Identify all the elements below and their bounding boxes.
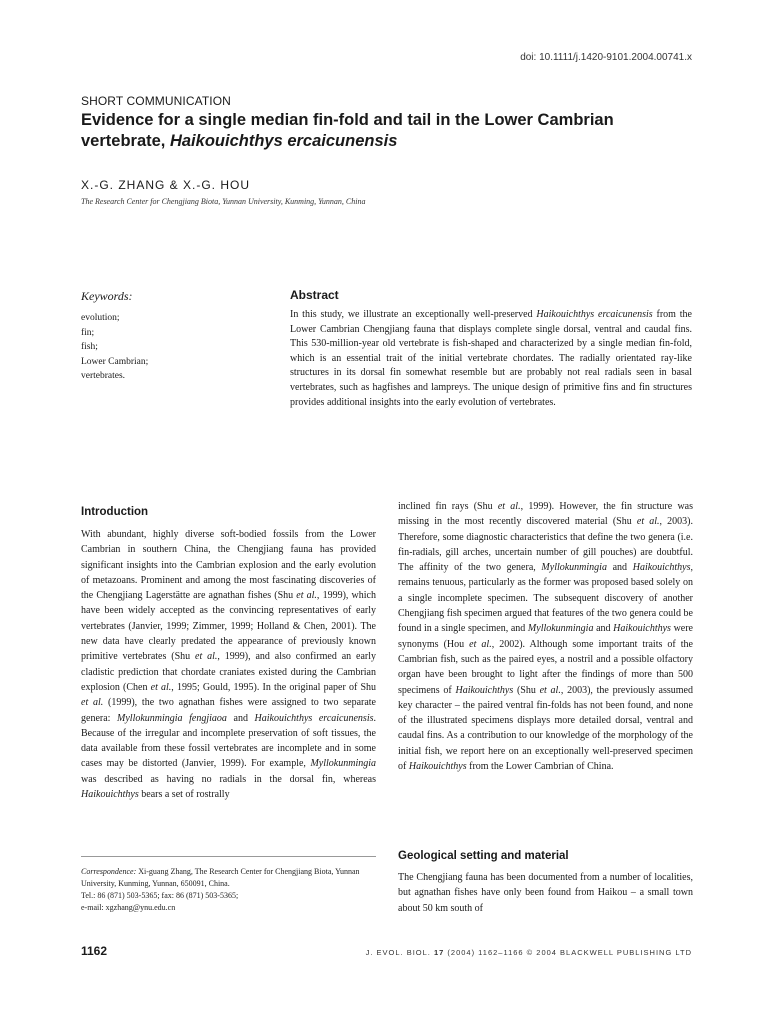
introduction-paragraph — [81, 527, 376, 802]
text-run: , 2003), the previously assumed key character – the paired ventral fin-folds has not been found, and none of the illustrated specimens displays more detailed dorsal, ventral and caudal fins. As a contribution to our knowledge of the morphology of the initial fish, we report here on an exceptionally well-preserved specimen of — [398, 684, 693, 773]
keyword-item: vertebrates. — [81, 371, 126, 382]
introduction-heading: Introduction — [81, 506, 149, 518]
text-run: and — [593, 623, 614, 635]
abstract-part: from the Lower Cambrian Chengjiang fauna that displays complete single dorsal, ventral and caudal fins. This 530-million-year old vertebrate is fish-shaped and characterized by a single median fin-fold, which is an essential trait of the initial vertebrate chordates. The radially orientated ray-like structures in its dorsal fin somewhat resemble but are probably not real radials seen in basal vertebrates, such as hagfishes and lampreys. The unique design of primitive fins and fin structures provides additional insights into the early evolution of vertebrates. — [290, 309, 692, 408]
correspondence-email: e-mail: xgzhang@ynu.edu.cn — [81, 903, 176, 912]
genus-name: Haikouichthys — [455, 684, 514, 696]
genus-name: Myllokunmingia — [541, 562, 607, 574]
keywords-list — [81, 311, 148, 384]
text-run: from the Lower Cambrian of China. — [466, 761, 614, 773]
footnote-divider — [81, 856, 376, 857]
genus-name: Haikouichthys — [81, 789, 139, 801]
abstract-species: Haikouichthys ercaicunensis — [536, 309, 653, 320]
correspondence-label: Correspondence: — [81, 867, 137, 876]
page-number: 1162 — [81, 944, 108, 958]
running-footer — [366, 948, 692, 957]
text-run: , 1999). However, the fin structure was missing in the most recently discovered material (Shu — [398, 501, 693, 528]
etal: et al. — [539, 684, 561, 696]
text-run: was described as having no radials in the dorsal fin, whereas — [81, 773, 376, 785]
abstract-heading: Abstract — [290, 288, 339, 302]
etal: et al. — [81, 697, 104, 709]
genus-name: Haikouichthys — [632, 562, 691, 574]
introduction-continued — [398, 499, 693, 774]
text-run: (1999), the two agnathan fishes were assigned to two separate genera: — [81, 697, 376, 724]
text-run: (Shu — [513, 684, 540, 696]
etal: et al. — [150, 681, 172, 693]
title-species: Haikouichthys ercaicunensis — [169, 132, 398, 150]
text-run: , 1999), which have been widely accepted as the convincing representatives of early vertebrates (Janvier, 1999; Zimmer, 1999; Holland & Chen, 2001). The new data have clearly predated the appearance of previously known primitive vertebrates (Shu — [81, 590, 376, 663]
genus-name: Myllokunmingia — [310, 758, 376, 770]
text-run: With abundant, highly diverse soft-bodied fossils from the Lower Cambrian in southern China, the Chengjiang fauna has provided significant insights into the Cambrian explosion and the early evolution of metazoans. Prominent and among the most fascinating discoveries of the Chengjiang Lagerstätte are agnathan fishes (Shu — [81, 529, 376, 602]
abstract-part: In this study, we illustrate an exceptionally well-preserved — [290, 309, 537, 320]
keyword-item: fish; — [81, 342, 98, 353]
genus-name: Haikouichthys — [613, 623, 671, 635]
abstract-text — [290, 308, 692, 410]
title-text: Evidence for a single median fin-fold and tail in the Lower Cambrian vertebrate, — [81, 111, 614, 150]
correspondence-note — [81, 866, 376, 914]
genus-name: Myllokunmingia — [527, 623, 594, 635]
genus-name: Myllokunmingia fengjiaoa — [117, 712, 227, 724]
affiliation: The Research Center for Chengjiang Biota, Yunnan University, Kunming, Yunnan, China — [81, 197, 366, 206]
genus-name: Haikouichthys — [408, 761, 467, 773]
geology-paragraph: The Chengjiang fauna has been documented from a number of localities, but agnathan fishes have only been found from Haikou – a small town about 50 km south of — [398, 872, 693, 914]
text-run: , 2003). Therefore, some diagnostic characteristics that define the two genera (i.e. fin-radials, gill arches, uncertain number of gill pouches) are doubtful. The affinity of the two genera, — [398, 516, 693, 574]
text-run: , 2002). Although some important traits of the Cambrian fish, such as the paired eyes, a nostril and a possible olfactory organ have been brought to light after the findings of more than 500 specimens of — [398, 638, 693, 696]
section-type: SHORT COMMUNICATION — [81, 94, 231, 108]
authors: X.-G. ZHANG & X.-G. HOU — [81, 178, 251, 192]
genus-name: Haikouichthys ercaicunensis — [254, 712, 374, 724]
keywords-heading: Keywords: — [81, 289, 133, 303]
doi-line: doi: 10.1111/j.1420-9101.2004.00741.x — [520, 52, 692, 63]
text-run: and — [606, 562, 633, 574]
geology-heading: Geological setting and material — [398, 850, 569, 862]
text-run: , 1999), and also confirmed an early cladistic prediction that chordate craniates existed during the Cambrian explosion (Chen — [81, 651, 376, 693]
text-run: , remains tenuous, particularly as the former was proposed based solely on a single incomplete specimen. The subsequent discovery of another Chengjiang fish specimen argued that features of the two genera could be found in a single specimen, and — [398, 562, 693, 635]
correspondence-phone: Tel.: 86 (871) 503-5365; fax: 86 (871) 503-5365; — [81, 891, 239, 900]
etal: et al. — [497, 501, 521, 512]
journal-citation: (2004) 1162–1166 © 2004 BLACKWELL PUBLISHING LTD — [444, 948, 692, 957]
correspondence-row — [81, 866, 376, 890]
text-run: bears a set of rostrally — [138, 789, 230, 801]
etal: et al. — [469, 638, 492, 650]
etal: et al. — [195, 651, 218, 663]
etal: et al. — [636, 516, 660, 528]
keyword-item: evolution; — [81, 313, 120, 323]
text-run: were synonyms (Hou — [398, 623, 693, 650]
text-run: . Because of the irregular and incomplete preservation of soft tissues, the data available from these fossil vertebrates are incomplete and in some cases may be distorted (Janvier, 1999). For example, — [81, 712, 376, 770]
keyword-item: fin; — [81, 327, 95, 338]
text-run: and — [226, 712, 255, 724]
journal-volume: 17 — [433, 948, 445, 957]
article-title — [81, 110, 701, 152]
journal-abbrev: J. EVOL. BIOL. — [365, 948, 434, 957]
etal: et al. — [296, 590, 317, 602]
correspondence-address: Xi-guang Zhang, The Research Center for Chengjiang Biota, Yunnan University, Kunming, Yunnan, 650091, China. — [81, 867, 360, 888]
text-run: , 1995; Gould, 1995). In the original paper of Shu — [171, 681, 377, 693]
text-run: inclined fin rays (Shu — [398, 501, 498, 512]
keyword-item: Lower Cambrian; — [81, 356, 149, 367]
